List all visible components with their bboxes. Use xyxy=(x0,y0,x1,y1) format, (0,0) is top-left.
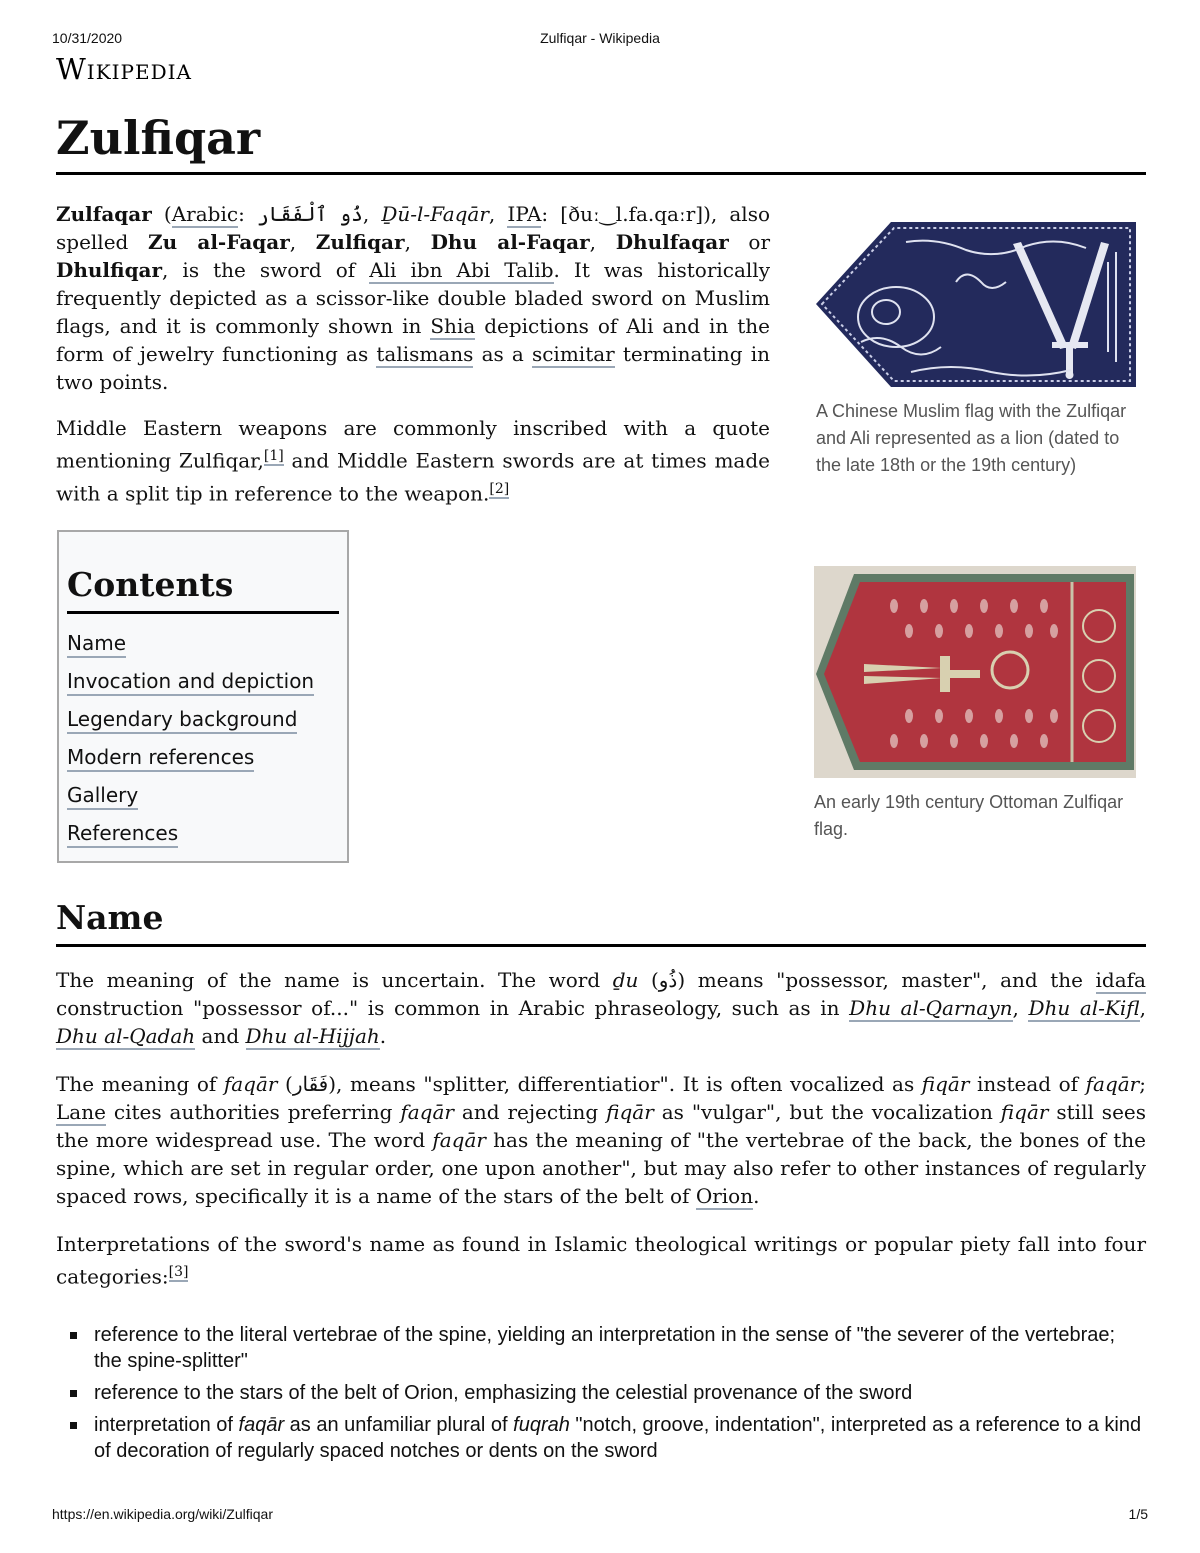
citation-2[interactable]: [2] xyxy=(489,480,510,497)
name-paragraph-2: The meaning of faqār (فَقَار), means "splitter, differentiatior". It is often vocalized as fiqār instead of faqār; Lane cites authorities preferring faqār and rejecting fiqār as "vulgar", but the vocalization fiqār still sees the more widespread use. The word faqār has the meaning of "the vertebrae of the back, the bones of the spine, which are set in regular order, one upon another", but may also refer to other instances of regularly spaced rows, specifically it is a name of the stars of the belt of Orion. xyxy=(56,1072,1147,1208)
print-date: 10/31/2020 xyxy=(52,30,123,46)
ali-link[interactable]: Ali ibn Abi Talib xyxy=(369,258,554,282)
talismans-link[interactable]: talismans xyxy=(376,342,474,366)
toc-item-modern[interactable]: Modern references xyxy=(67,738,339,776)
bold-term: Zulfaqar xyxy=(56,202,152,226)
print-header xyxy=(52,30,1148,50)
toc-item-legendary[interactable]: Legendary background xyxy=(67,700,339,738)
list-item: reference to the literal vertebrae of the spine, yielding an interpretation in the sense of "the severer of the vertebrae; the spine-splitter" xyxy=(56,1322,1146,1374)
print-url: https://en.wikipedia.org/wiki/Zulfiqar xyxy=(52,1506,273,1522)
section-heading-name: Name xyxy=(56,895,1146,947)
toc-item-gallery[interactable]: Gallery xyxy=(67,776,339,814)
figure-caption: An early 19th century Ottoman Zulfiqar flag. xyxy=(814,792,1124,839)
citation-1[interactable]: [1] xyxy=(263,448,284,464)
figure-ottoman-flag xyxy=(814,566,1138,843)
page-number: 1/5 xyxy=(1128,1506,1148,1522)
ottoman-flag-image[interactable] xyxy=(814,566,1136,778)
idafa-link[interactable]: idafa xyxy=(1095,968,1146,992)
dhu-al-qarnayn-link[interactable]: Dhu al-Qarnayn xyxy=(849,996,1013,1020)
arabic-link[interactable]: Arabic xyxy=(171,202,239,226)
name-paragraph-3: Interpretations of the sword's name as found in Islamic theological writings or popular piety fall into four categories:[3] xyxy=(56,1232,1146,1289)
lead-paragraph-2: Middle Eastern weapons are commonly inscribed with a quote mentioning Zulfiqar,[1] and Middle Eastern swords are at times made with a split tip in reference to the weapon.[2] xyxy=(56,416,770,506)
toc-title: Contents xyxy=(67,562,339,614)
page-title: Zulfiqar xyxy=(56,108,1146,175)
lead-paragraph-1: Zulfaqar (Arabic: ذُو ٱلْفَقَار, Ḏū-l-Faqār, IPA: [ðuː‿l.fa.qaːr]), also spelled Zu al-Faqar, Zulfiqar, Dhu al-Faqar, Dhulfaqar or Dhulfiqar, is the sword of Ali ibn Abi Talib. It was historically frequently depicted as a scissor-like double bladed sword on Muslim flags, and it is commonly shown in Shia depictions of Ali and in the form of jewelry functioning as talismans as a scimitar terminating in two points. xyxy=(56,202,771,394)
name-section-body xyxy=(56,966,1146,1311)
figure-caption: A Chinese Muslim flag with the Zulfiqar and Ali represented as a lion (dated to the late 18th or the 19th century) xyxy=(816,401,1127,475)
lead-section xyxy=(56,200,770,525)
lane-link[interactable]: Lane xyxy=(56,1100,106,1124)
citation-3[interactable]: [3] xyxy=(168,1264,189,1280)
ipa-link[interactable]: IPA xyxy=(507,202,542,226)
toc-item-name[interactable]: Name xyxy=(67,624,339,662)
list-item: reference to the stars of the belt of Orion, emphasizing the celestial provenance of the sword xyxy=(56,1380,1146,1406)
dhu-al-qadah-link[interactable]: Dhu al-Qadah xyxy=(56,1024,196,1048)
orion-link[interactable]: Orion xyxy=(695,1184,754,1208)
interpretation-list xyxy=(56,1322,1146,1470)
table-of-contents xyxy=(57,530,349,863)
shia-link[interactable]: Shia xyxy=(430,314,476,338)
print-page-title: Zulfiqar - Wikipedia xyxy=(540,30,660,46)
figure-chinese-flag xyxy=(816,222,1146,479)
toc-item-invocation[interactable]: Invocation and depiction xyxy=(67,662,339,700)
list-item: interpretation of faqār as an unfamiliar plural of fuqrah "notch, groove, indentation", interpreted as a reference to a kind of decoration of regularly spaced notches or dents on the sword xyxy=(56,1412,1146,1464)
toc-item-references[interactable]: References xyxy=(67,814,339,852)
scimitar-link[interactable]: scimitar xyxy=(531,342,615,366)
dhu-al-hijjah-link[interactable]: Dhu al-Hijjah xyxy=(245,1024,380,1048)
chinese-muslim-flag-image[interactable] xyxy=(816,222,1136,387)
wikipedia-logo[interactable]: Wikipedia xyxy=(56,52,192,86)
dhu-al-kifl-link[interactable]: Dhu al-Kifl xyxy=(1028,996,1140,1020)
name-paragraph-1: The meaning of the name is uncertain. The word ḏu (ذُو) means "possessor, master", and the idafa construction "possessor of..." is common in Arabic phraseology, such as in Dhu al-Qarnayn, Dhu al-Kifl, Dhu al-Qadah and Dhu al-Hijjah. xyxy=(56,968,1146,1048)
